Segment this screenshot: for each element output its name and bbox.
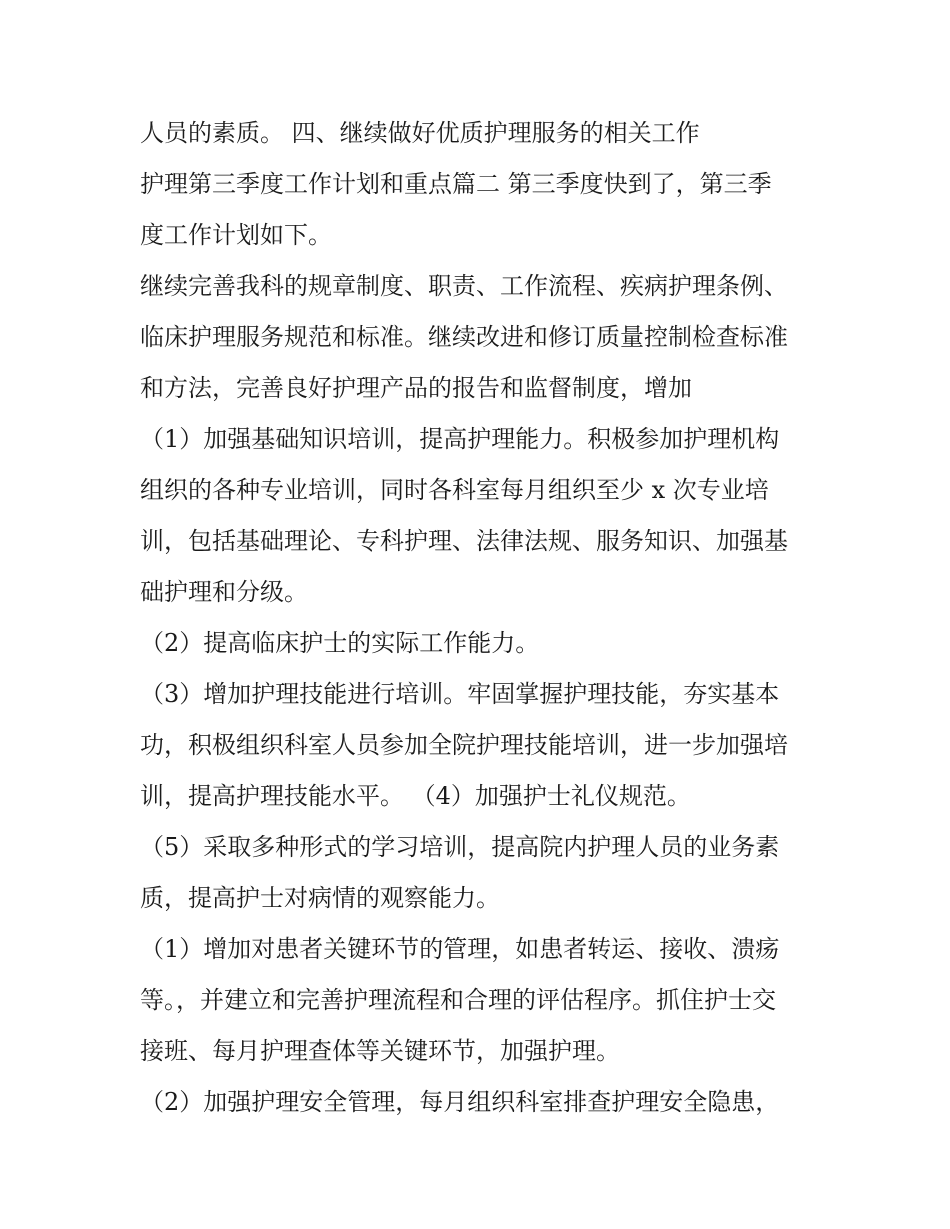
text-line-18: 等。，并建立和完善护理流程和合理的评估程序。抓住护士交 xyxy=(140,986,776,1014)
document-body xyxy=(140,108,830,1128)
text-line-16: 质，提高护士对病情的观察能力。 xyxy=(140,884,500,912)
text-line-15: （5）采取多种形式的学习培训，提高院内护理人员的业务素 xyxy=(140,833,780,861)
text-line-17: （1）增加对患者关键环节的管理，如患者转运、接收、溃疡 xyxy=(140,935,780,963)
text-line-8: 组织的各种专业培训，同时各科室每月组织至少 x 次专业培 xyxy=(140,476,769,504)
text-line-4: 继续完善我科的规章制度、职责、工作流程、疾病护理条例、 xyxy=(140,272,788,300)
text-line-13: 功，积极组织科室人员参加全院护理技能培训，进一步加强培 xyxy=(140,731,788,759)
text-line-5: 临床护理服务规范和标准。继续改进和修订质量控制检查标准 xyxy=(140,323,788,351)
text-line-9: 训，包括基础理论、专科护理、法律法规、服务知识、加强基 xyxy=(140,527,788,555)
text-line-6: 和方法，完善良好护理产品的报告和监督制度，增加 xyxy=(140,374,692,402)
text-line-20: （2）加强护理安全管理，每月组织科室排查护理安全隐患， xyxy=(140,1088,780,1116)
text-line-14: 训，提高护理技能水平。 （4）加强护士礼仪规范。 xyxy=(140,782,691,810)
text-line-12: （3）增加护理技能进行培训。牢固掌握护理技能，夯实基本 xyxy=(140,680,780,708)
text-line-7: （1）加强基础知识培训，提高护理能力。积极参加护理机构 xyxy=(140,425,780,453)
text-line-1: 人员的素质。 四、继续做好优质护理服务的相关工作 xyxy=(140,119,700,147)
text-line-3: 度工作计划如下。 xyxy=(140,221,332,249)
text-line-10: 础护理和分级。 xyxy=(140,578,308,606)
text-line-19: 接班、每月护理查体等关键环节，加强护理。 xyxy=(140,1037,620,1065)
text-line-11: （2）提高临床护士的实际工作能力。 xyxy=(140,629,540,657)
text-line-2: 护理第三季度工作计划和重点篇二 第三季度快到了，第三季 xyxy=(140,170,772,198)
